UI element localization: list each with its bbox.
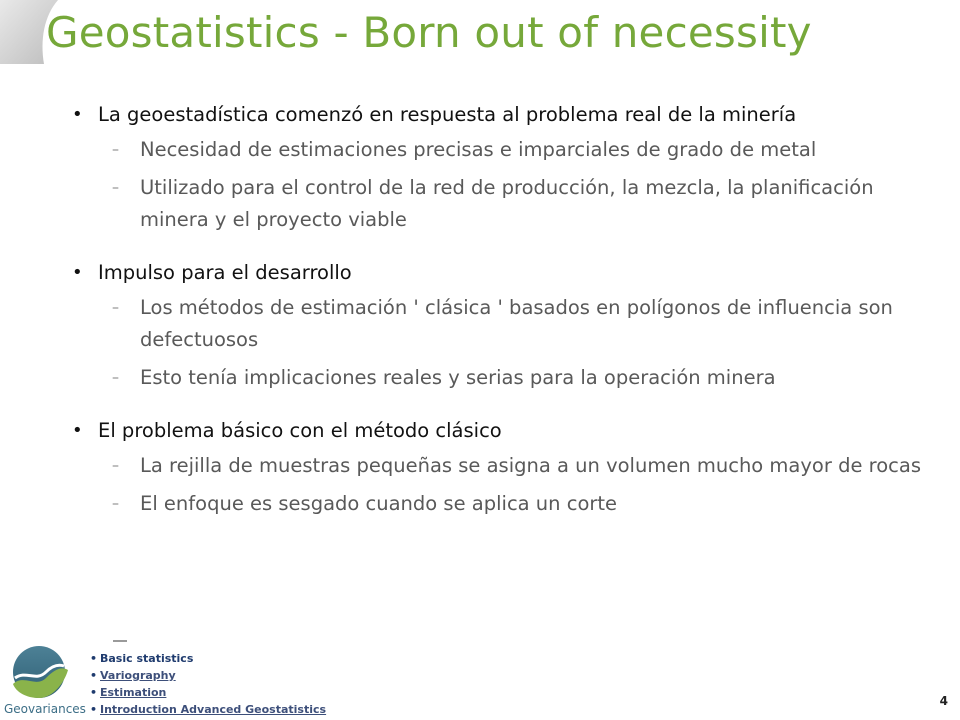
bullet-dot-icon: • [72,104,83,125]
bullet-group-1 [72,100,932,236]
dash-icon: – [112,496,119,512]
dash-icon: – [112,370,119,386]
sub-bullet-text: Los métodos de estimación ' clásica ' basados en polígonos de influencia son defectuosos [140,296,893,351]
sub-bullet-text: Utilizado para el control de la red de producción, la mezcla, la planificación minera y el proyecto viable [140,176,874,231]
sub-bullet-item [72,172,932,236]
bullet-text: Impulso para el desarrollo [98,261,352,284]
bullet-group-3 [72,416,932,520]
bullet-dot-icon: • [72,262,83,283]
slide-title: Geostatistics - Born out of necessity [46,8,812,57]
bullet-text: La geoestadística comenzó en respuesta al problema real de la minería [98,103,797,126]
sub-bullet-item [72,362,932,394]
bullet-item [72,258,932,288]
dash-icon: – [112,458,119,474]
sub-bullet-item [72,134,932,166]
sub-bullet-text: Esto tenía implicaciones reales y serias para la operación minera [140,366,776,389]
slide-content [72,100,932,520]
bullet-group-2 [72,258,932,394]
dash-icon: – [112,300,119,316]
footer-nav-variography[interactable]: • Variography [90,667,326,684]
sub-bullet-text: El enfoque es sesgado cuando se aplica un corte [140,492,618,515]
bullet-item [72,416,932,446]
brand-name: Geovariances [4,702,86,716]
sub-bullet-item [72,488,932,520]
sub-bullet-item [72,292,932,356]
footer-nav-basic-statistics[interactable]: • Basic statistics [90,650,326,667]
footer-nav-estimation[interactable]: • Estimation [90,684,326,701]
empty-sub-bullet-dash [113,640,127,642]
bullet-text: El problema básico con el método clásico [98,419,502,442]
footer-navigation [90,650,326,718]
sub-bullet-text: Necesidad de estimaciones precisas e imparciales de grado de metal [140,138,817,161]
sub-bullet-text: La rejilla de muestras pequeñas se asigna a un volumen mucho mayor de rocas [140,454,921,477]
page-number: 4 [939,694,948,708]
dash-icon: – [112,180,119,196]
bullet-item [72,100,932,130]
footer-nav-advanced-geostatistics[interactable]: • Introduction Advanced Geostatistics [90,701,326,718]
dash-icon: – [112,142,119,158]
sub-bullet-item [72,450,932,482]
bullet-dot-icon: • [72,420,83,441]
